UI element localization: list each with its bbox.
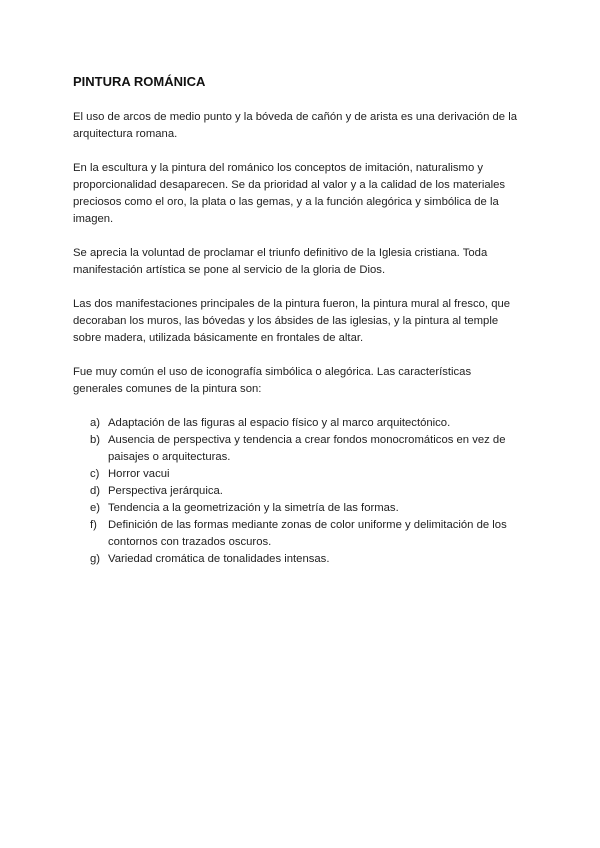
characteristics-list <box>73 415 520 568</box>
list-item-text: Horror vacui <box>108 468 170 480</box>
list-item-text: Definición de las formas mediante zonas de color uniforme y delimitación de los contornos con trazados oscuros. <box>108 519 507 548</box>
list-item <box>73 432 520 466</box>
list-marker: b) <box>90 434 101 446</box>
paragraph-iglesia: Se aprecia la voluntad de proclamar el triunfo definitivo de la Iglesia cristiana. Toda manifestación artística se pone al servicio de la gloria de Dios. <box>73 247 488 276</box>
paragraph-iconografia: Fue muy común el uso de iconografía simbólica o alegórica. Las características generales comunes de la pintura son: <box>73 366 472 395</box>
list-marker: f) <box>90 519 97 531</box>
paragraph-arquitectura: El uso de arcos de medio punto y la bóveda de cañón y de arista es una derivación de la arquitectura romana. <box>73 111 518 140</box>
list-marker: a) <box>90 417 101 429</box>
list-item <box>73 483 520 500</box>
list-item <box>73 466 520 483</box>
list-item-text: Adaptación de las figuras al espacio físico y al marco arquitectónico. <box>108 417 451 429</box>
list-marker: c) <box>90 468 100 480</box>
list-item-text: Perspectiva jerárquica. <box>108 485 223 497</box>
list-marker: e) <box>90 502 101 514</box>
list-item <box>73 500 520 517</box>
list-item <box>73 415 520 432</box>
list-item-text: Tendencia a la geometrización y la simetría de las formas. <box>108 502 399 514</box>
list-marker: d) <box>90 485 101 497</box>
list-marker: g) <box>90 553 101 565</box>
list-item-text: Ausencia de perspectiva y tendencia a crear fondos monocromáticos en vez de paisajes o arquitecturas. <box>108 434 506 463</box>
list-item <box>73 551 520 568</box>
paragraph-manifestaciones: Las dos manifestaciones principales de la pintura fueron, la pintura mural al fresco, que decoraban los muros, las bóvedas y los ábsides de las iglesias, y la pintura al temple sobre madera, utilizada básicamente en frontales de altar. <box>73 298 511 344</box>
list-item-text: Variedad cromática de tonalidades intensas. <box>108 553 330 565</box>
list-item <box>73 517 520 551</box>
paragraph-escultura-pintura: En la escultura y la pintura del románico los conceptos de imitación, naturalismo y proporcionalidad desaparecen. Se da prioridad al valor y a la calidad de los materiales preciosos como el oro, la plata o las gemas, y a la función alegórica y simbólica de la imagen. <box>73 162 506 225</box>
document-title: PINTURA ROMÁNICA <box>73 74 206 89</box>
